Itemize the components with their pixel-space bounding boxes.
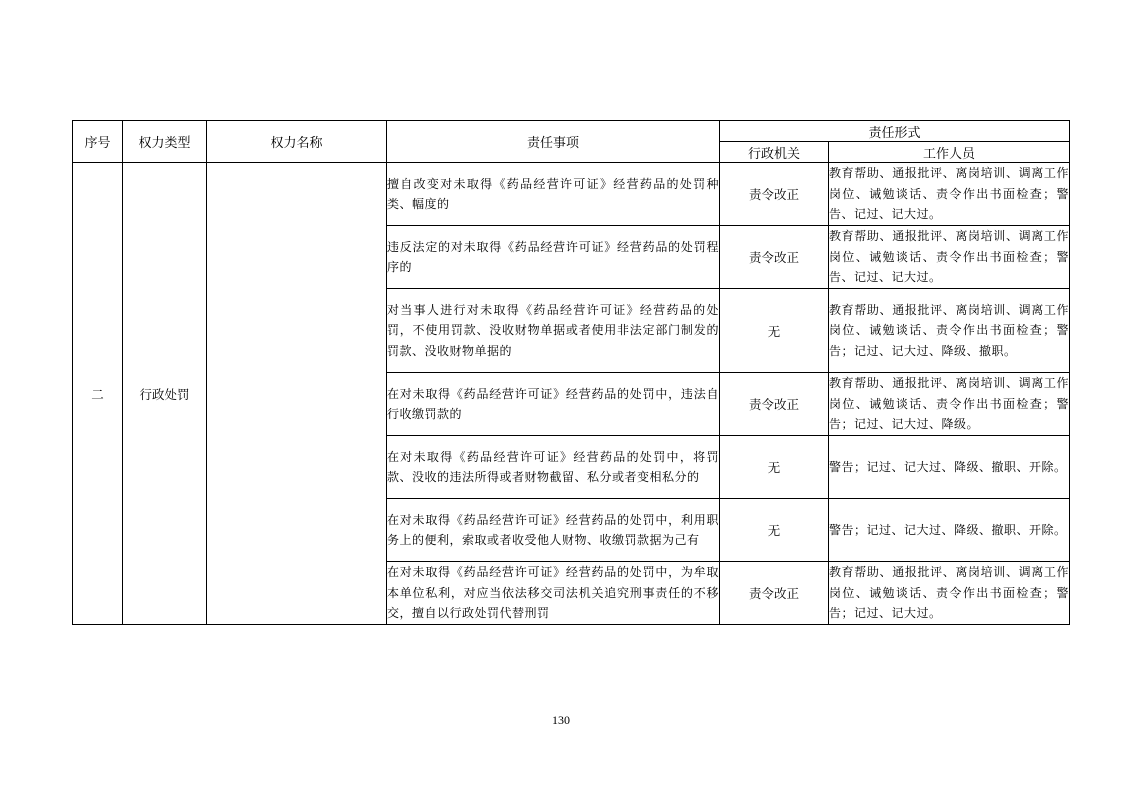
duty-item-cell: 违反法定的对未取得《药品经营许可证》经营药品的处罚程序的 <box>387 226 720 289</box>
staff-cell: 教育帮助、通报批评、离岗培训、调离工作岗位、诫勉谈话、责令作出书面检查；警告、记过、记大过。 <box>829 226 1070 289</box>
staff-cell: 教育帮助、通报批评、离岗培训、调离工作岗位、诫勉谈话、责令作出书面检查；警告；记过、记大过。 <box>829 562 1070 625</box>
duty-item-cell: 在对未取得《药品经营许可证》经营药品的处罚中，违法自行收缴罚款的 <box>387 373 720 436</box>
header-duty-form: 责任形式 <box>720 121 1070 142</box>
admin-organ-cell: 责令改正 <box>720 373 829 436</box>
admin-organ-cell: 责令改正 <box>720 226 829 289</box>
group-seq: 二 <box>73 163 123 625</box>
group-power-type: 行政处罚 <box>123 163 207 625</box>
header-power-type: 权力类型 <box>123 121 207 163</box>
header-power-name: 权力名称 <box>207 121 387 163</box>
staff-cell: 警告；记过、记大过、降级、撤职、开除。 <box>829 436 1070 499</box>
admin-organ-cell: 无 <box>720 436 829 499</box>
staff-cell: 教育帮助、通报批评、离岗培训、调离工作岗位、诫勉谈话、责令作出书面检查；警告、记过、记大过。 <box>829 163 1070 226</box>
staff-cell: 警告；记过、记大过、降级、撤职、开除。 <box>829 499 1070 562</box>
duty-item-cell: 在对未取得《药品经营许可证》经营药品的处罚中，为牟取本单位私利，对应当依法移交司法机关追究刑事责任的不移交，擅自以行政处罚代替刑罚 <box>387 562 720 625</box>
header-duty-item: 责任事项 <box>387 121 720 163</box>
staff-cell: 教育帮助、通报批评、离岗培训、调离工作岗位、诫勉谈话、责令作出书面检查；警告；记过、记大过、降级。 <box>829 373 1070 436</box>
page-number: 130 <box>552 713 570 727</box>
header-seq: 序号 <box>73 121 123 163</box>
admin-organ-cell: 无 <box>720 289 829 373</box>
duty-item-cell: 对当事人进行对未取得《药品经营许可证》经营药品的处罚，不使用罚款、没收财物单据或者使用非法定部门制发的罚款、没收财物单据的 <box>387 289 720 373</box>
table-row <box>73 163 1070 226</box>
admin-organ-cell: 责令改正 <box>720 562 829 625</box>
duty-table <box>72 120 1070 625</box>
duty-item-cell: 在对未取得《药品经营许可证》经营药品的处罚中，利用职务上的便利，索取或者收受他人财物、收缴罚款据为己有 <box>387 499 720 562</box>
staff-cell: 教育帮助、通报批评、离岗培训、调离工作岗位、诫勉谈话、责令作出书面检查；警告；记过、记大过、降级、撤职。 <box>829 289 1070 373</box>
admin-organ-cell: 责令改正 <box>720 163 829 226</box>
duty-item-cell: 在对未取得《药品经营许可证》经营药品的处罚中，将罚款、没收的违法所得或者财物截留、私分或者变相私分的 <box>387 436 720 499</box>
admin-organ-cell: 无 <box>720 499 829 562</box>
header-admin-organ: 行政机关 <box>720 142 829 163</box>
header-staff: 工作人员 <box>829 142 1070 163</box>
group-power-name <box>207 163 387 625</box>
duty-item-cell: 擅自改变对未取得《药品经营许可证》经营药品的处罚种类、幅度的 <box>387 163 720 226</box>
